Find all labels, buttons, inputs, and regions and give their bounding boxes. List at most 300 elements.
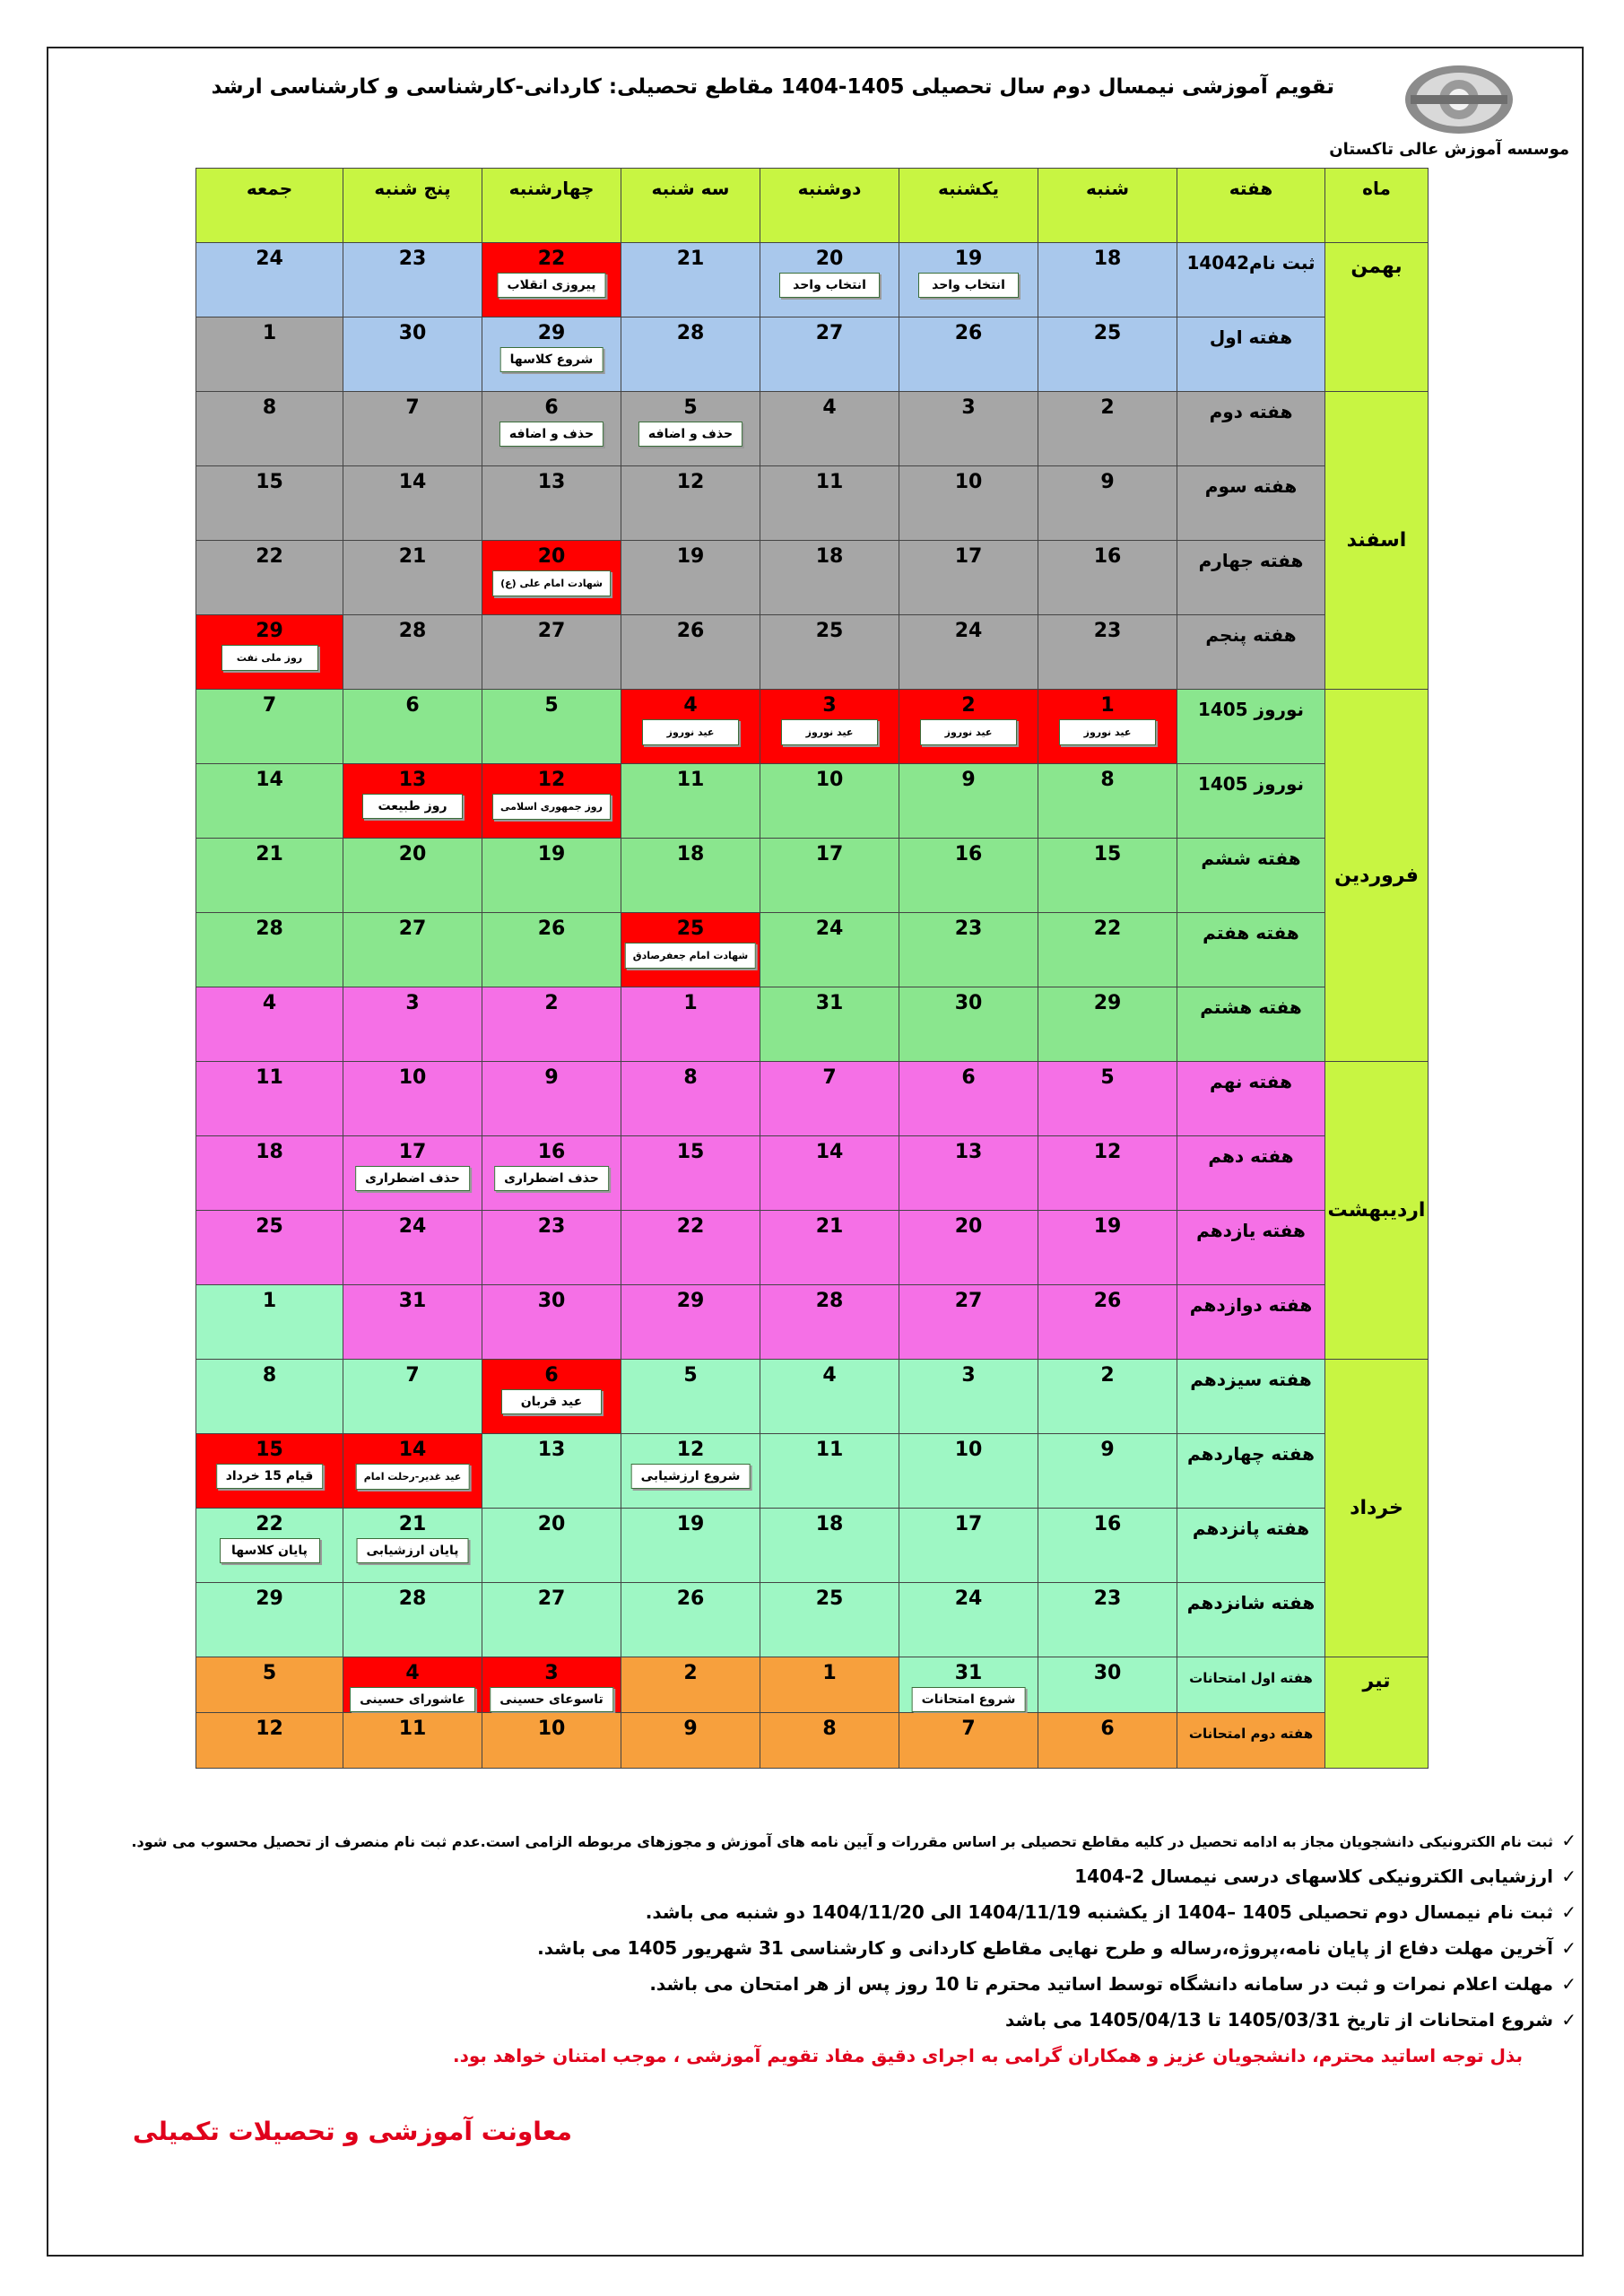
- day-number: 29: [200, 615, 339, 642]
- day-number: 7: [262, 694, 277, 717]
- day-number: 27: [537, 620, 566, 642]
- notes-section: [126, 1830, 1576, 2081]
- day-number: 24: [954, 620, 983, 642]
- week-row: [196, 1136, 1429, 1211]
- holiday-day-cell: [1038, 690, 1177, 764]
- day-cell: [482, 1136, 621, 1211]
- day-number: 22: [256, 1513, 283, 1535]
- note-text: ارزشیابی الکترونیکی کلاسهای درسی نیمسال 2-1404: [1074, 1866, 1553, 1887]
- day-number: 10: [398, 1066, 427, 1089]
- week-row: [196, 243, 1429, 317]
- day-cell: [196, 987, 343, 1062]
- event-label: روز ملی نفت: [221, 645, 318, 671]
- holiday-day-cell: [760, 690, 899, 764]
- day-number: 8: [262, 396, 277, 419]
- day-number: 21: [398, 1513, 427, 1535]
- day-cell: [343, 913, 482, 987]
- day-cell: [760, 615, 899, 690]
- day-number: 10: [537, 1718, 566, 1740]
- day-cell: [621, 1583, 760, 1657]
- day-cell: [343, 1360, 482, 1434]
- week-label: هفته پنجم: [1205, 624, 1297, 646]
- event-label: پایان ارزشیابی: [357, 1538, 469, 1563]
- day-cell: [196, 1360, 343, 1434]
- day-number: 29: [1093, 992, 1122, 1014]
- check-icon: ✓: [1561, 1830, 1576, 1851]
- day-cell: [760, 1509, 899, 1583]
- day-number: 1: [822, 1662, 837, 1684]
- day-number: 13: [537, 1439, 566, 1461]
- day-number: 14: [398, 471, 427, 493]
- day-cell: [196, 392, 343, 466]
- week-row: [196, 1509, 1429, 1583]
- day-cell: [1038, 1713, 1177, 1769]
- week-label: هفته یازدهم: [1196, 1220, 1306, 1241]
- day-cell: [621, 1285, 760, 1360]
- week-row: [196, 1360, 1429, 1434]
- holiday-day-cell: [343, 764, 482, 839]
- week-label: هفته نهم: [1210, 1071, 1292, 1092]
- note-item: [126, 2009, 1576, 2031]
- week-row: [196, 392, 1429, 466]
- week-row: [196, 690, 1429, 764]
- day-number: 15: [1093, 843, 1122, 865]
- week-label: هفته سیزدهم: [1190, 1369, 1312, 1390]
- day-cell: [482, 1583, 621, 1657]
- day-cell: [760, 1360, 899, 1434]
- day-number: 8: [683, 1066, 698, 1089]
- day-cell: [343, 317, 482, 392]
- week-label-cell: [1177, 615, 1325, 690]
- week-label: هفته هشتم: [1200, 996, 1302, 1018]
- week-row: [196, 839, 1429, 913]
- day-cell: [760, 243, 899, 317]
- day-number: 26: [676, 1587, 705, 1610]
- day-cell: [760, 466, 899, 541]
- column-header: سه شنبه: [621, 169, 760, 243]
- week-label: هفته جهارم: [1198, 550, 1304, 571]
- week-label-cell: [1177, 839, 1325, 913]
- day-number: 8: [822, 1718, 837, 1740]
- week-label-cell: [1177, 1434, 1325, 1509]
- day-cell: [899, 615, 1038, 690]
- week-row: [196, 1062, 1429, 1136]
- day-number: 19: [676, 545, 705, 568]
- day-number: 25: [625, 913, 756, 940]
- day-number: 10: [954, 1439, 983, 1461]
- day-cell: [482, 1713, 621, 1769]
- event-label: حذف و اضافه: [638, 422, 743, 447]
- day-number: 6: [961, 1066, 976, 1089]
- day-number: 29: [537, 322, 566, 344]
- day-cell: [196, 1211, 343, 1285]
- event-label: روز جمهوری اسلامی: [492, 794, 611, 820]
- day-number: 12: [256, 1718, 283, 1740]
- day-cell: [621, 1434, 760, 1509]
- week-label: نوروز 1405: [1197, 699, 1305, 720]
- day-number: 4: [625, 690, 756, 717]
- event-label: تاسوعای حسینی: [490, 1687, 613, 1712]
- day-number: 30: [1093, 1662, 1122, 1684]
- event-label: پیروزی انقلاب: [498, 273, 606, 298]
- day-cell: [899, 987, 1038, 1062]
- day-cell: [760, 1211, 899, 1285]
- day-cell: [196, 1285, 343, 1360]
- day-cell: [1038, 1211, 1177, 1285]
- day-number: 22: [1093, 918, 1122, 940]
- day-number: 15: [256, 471, 283, 493]
- day-number: 14: [256, 769, 283, 791]
- day-number: 11: [398, 1718, 427, 1740]
- week-label-cell: [1177, 987, 1325, 1062]
- day-number: 25: [815, 1587, 844, 1610]
- holiday-day-cell: [899, 690, 1038, 764]
- day-number: 11: [815, 1439, 844, 1461]
- day-cell: [621, 615, 760, 690]
- day-cell: [1038, 466, 1177, 541]
- day-cell: [760, 1713, 899, 1769]
- day-cell: [343, 690, 482, 764]
- holiday-day-cell: [482, 764, 621, 839]
- day-number: 5: [1100, 1066, 1115, 1089]
- check-icon: ✓: [1561, 1901, 1576, 1923]
- day-number: 30: [537, 1290, 566, 1312]
- note-text: ثبت نام الکترونیکی دانشجویان مجاز به ادامه تحصیل در کلیه مقاطع تحصیلی بر اساس مقررات و آیین نامه های آموزش و مجوزهای مربوطه الزامی است.عدم ثبت نام منصرف از تحصیل محسوب می شود.: [131, 1833, 1553, 1850]
- month-label: فروردین: [1325, 690, 1429, 1062]
- holiday-day-cell: [196, 615, 343, 690]
- day-number: 21: [398, 545, 427, 568]
- day-number: 7: [405, 1364, 420, 1387]
- day-number: 7: [961, 1718, 976, 1740]
- day-number: 7: [822, 1066, 837, 1089]
- day-cell: [1038, 317, 1177, 392]
- week-label: نوروز 1405: [1197, 773, 1305, 795]
- event-label: انتخاب واحد: [918, 273, 1019, 298]
- event-label: عید قربان: [501, 1389, 602, 1414]
- week-row: [196, 317, 1429, 392]
- event-label: حذف اضطراری: [355, 1166, 470, 1191]
- day-number: 13: [954, 1141, 983, 1163]
- day-cell: [899, 1434, 1038, 1509]
- event-label: عید نوروز: [781, 719, 878, 745]
- day-number: 17: [398, 1141, 427, 1163]
- day-number: 16: [537, 1141, 566, 1163]
- day-number: 14: [815, 1141, 844, 1163]
- day-cell: [1038, 1136, 1177, 1211]
- day-cell: [899, 1211, 1038, 1285]
- day-number: 24: [398, 1215, 427, 1238]
- day-cell: [899, 541, 1038, 615]
- day-cell: [343, 1509, 482, 1583]
- day-cell: [899, 839, 1038, 913]
- event-label: عید غدیر-رحلت امام: [356, 1464, 470, 1490]
- holiday-day-cell: [343, 1434, 482, 1509]
- day-number: 2: [683, 1662, 698, 1684]
- day-number: 10: [815, 769, 844, 791]
- day-cell: [1038, 541, 1177, 615]
- day-cell: [621, 839, 760, 913]
- day-cell: [343, 1583, 482, 1657]
- week-label-cell: [1177, 466, 1325, 541]
- day-cell: [482, 839, 621, 913]
- note-text: شروع امتحانات از تاریخ 1405/03/31 تا 1405/04/13 می باشد: [1005, 2009, 1553, 2031]
- day-number: 30: [954, 992, 983, 1014]
- day-number: 6: [1100, 1718, 1115, 1740]
- week-label-cell: [1177, 913, 1325, 987]
- week-label: هفته دوم امتحانات: [1188, 1726, 1314, 1742]
- day-number: 8: [262, 1364, 277, 1387]
- day-number: 17: [815, 843, 844, 865]
- day-cell: [621, 987, 760, 1062]
- day-cell: [1038, 1285, 1177, 1360]
- day-number: 2: [1100, 1364, 1115, 1387]
- day-cell: [899, 466, 1038, 541]
- day-cell: [899, 1713, 1038, 1769]
- day-cell: [482, 1434, 621, 1509]
- day-cell: [1038, 839, 1177, 913]
- event-label: عاشورای حسینی: [350, 1687, 475, 1712]
- day-number: 3: [961, 1364, 976, 1387]
- note-item: [126, 1830, 1576, 1851]
- day-number: 3: [764, 690, 895, 717]
- day-number: 16: [1093, 545, 1122, 568]
- day-cell: [621, 1062, 760, 1136]
- event-label: عید نوروز: [642, 719, 739, 745]
- day-number: 10: [954, 471, 983, 493]
- day-number: 7: [405, 396, 420, 419]
- event-label: حذف اضطراری: [494, 1166, 609, 1191]
- day-number: 26: [676, 620, 705, 642]
- day-number: 28: [256, 918, 283, 940]
- day-number: 16: [954, 843, 983, 865]
- week-label: هفته دوم: [1209, 401, 1293, 422]
- week-row: [196, 615, 1429, 690]
- week-row: [196, 1713, 1429, 1769]
- day-number: 6: [486, 1360, 617, 1387]
- day-cell: [343, 615, 482, 690]
- day-cell: [1038, 1657, 1177, 1713]
- day-number: 11: [676, 769, 705, 791]
- day-cell: [343, 541, 482, 615]
- day-number: 22: [256, 545, 283, 568]
- day-number: 26: [537, 918, 566, 940]
- day-number: 2: [903, 690, 1034, 717]
- day-number: 4: [822, 396, 837, 419]
- week-label: هفته هفتم: [1203, 922, 1299, 944]
- event-label: قیام 15 خرداد: [216, 1464, 324, 1489]
- day-number: 25: [256, 1215, 283, 1238]
- event-label: پایان کلاسها: [220, 1538, 320, 1563]
- day-number: 18: [815, 545, 844, 568]
- day-number: 20: [537, 1513, 566, 1535]
- day-cell: [760, 1657, 899, 1713]
- day-number: 29: [676, 1290, 705, 1312]
- day-cell: [899, 913, 1038, 987]
- day-number: 21: [815, 1215, 844, 1238]
- column-header: چهارشنبه: [482, 169, 621, 243]
- day-cell: [196, 764, 343, 839]
- day-cell: [482, 1211, 621, 1285]
- day-number: 25: [1093, 322, 1122, 344]
- day-cell: [899, 1657, 1038, 1713]
- day-number: 9: [961, 769, 976, 791]
- day-cell: [196, 1657, 343, 1713]
- week-label-cell: [1177, 690, 1325, 764]
- day-cell: [621, 1509, 760, 1583]
- event-label: شهادت امام جعفرصادق: [625, 943, 756, 969]
- note-item: [126, 1973, 1576, 1995]
- note-text: ثبت نام نیمسال دوم تحصیلی 1405 –1404 از یکشنبه 1404/11/19 الی 1404/11/20 دو شنبه می باشد.: [645, 1901, 1553, 1923]
- note-text: مهلت اعلام نمرات و ثبت در سامانه دانشگاه توسط اساتید محترم تا 10 روز پس از هر امتحان می باشد.: [649, 1973, 1553, 1995]
- event-label: شروع امتحانات: [912, 1687, 1026, 1712]
- day-number: 19: [537, 843, 566, 865]
- month-label: تیر: [1325, 1657, 1429, 1769]
- day-cell: [760, 1583, 899, 1657]
- day-number: 1: [262, 322, 277, 344]
- day-number: 21: [256, 843, 283, 865]
- day-cell: [196, 839, 343, 913]
- day-cell: [621, 1136, 760, 1211]
- day-cell: [196, 1713, 343, 1769]
- day-number: 16: [1093, 1513, 1122, 1535]
- day-number: 4: [262, 992, 277, 1014]
- day-number: 29: [256, 1587, 283, 1610]
- day-number: 28: [815, 1290, 844, 1312]
- week-label-cell: [1177, 1211, 1325, 1285]
- day-number: 9: [1100, 1439, 1115, 1461]
- day-cell: [343, 1285, 482, 1360]
- day-number: 19: [1093, 1215, 1122, 1238]
- event-label: شروع ارزشیابی: [631, 1464, 751, 1489]
- day-cell: [482, 1062, 621, 1136]
- day-number: 18: [1093, 248, 1122, 270]
- day-cell: [621, 466, 760, 541]
- day-cell: [760, 541, 899, 615]
- day-cell: [482, 466, 621, 541]
- day-number: 13: [537, 471, 566, 493]
- day-number: 31: [398, 1290, 427, 1312]
- day-cell: [1038, 392, 1177, 466]
- day-cell: [482, 1509, 621, 1583]
- week-label-cell: [1177, 541, 1325, 615]
- column-header: شنبه: [1038, 169, 1177, 243]
- day-number: 23: [398, 248, 427, 270]
- week-label-cell: [1177, 1713, 1325, 1769]
- month-label: اسفند: [1325, 392, 1429, 690]
- day-number: 5: [683, 1364, 698, 1387]
- day-cell: [1038, 1583, 1177, 1657]
- day-cell: [760, 1434, 899, 1509]
- event-label: انتخاب واحد: [779, 273, 880, 298]
- day-number: 12: [676, 471, 705, 493]
- academic-calendar-table: [195, 168, 1429, 1769]
- day-cell: [899, 1583, 1038, 1657]
- day-number: 19: [954, 248, 983, 270]
- day-cell: [343, 392, 482, 466]
- column-header: ماه: [1325, 169, 1429, 243]
- week-row: [196, 541, 1429, 615]
- holiday-day-cell: [196, 1434, 343, 1509]
- day-number: 20: [398, 843, 427, 865]
- day-number: 17: [954, 1513, 983, 1535]
- event-label: عید نوروز: [1059, 719, 1156, 745]
- day-cell: [196, 466, 343, 541]
- day-number: 3: [961, 396, 976, 419]
- day-cell: [760, 913, 899, 987]
- day-number: 18: [676, 843, 705, 865]
- event-label: روز طبیعت: [362, 794, 463, 819]
- event-label: حذف و اضافه: [499, 422, 604, 447]
- week-label: هفته دهم: [1208, 1145, 1294, 1167]
- day-cell: [760, 987, 899, 1062]
- holiday-day-cell: [482, 1657, 621, 1713]
- month-label: بهمن: [1325, 243, 1429, 392]
- day-number: 3: [405, 992, 420, 1014]
- day-cell: [1038, 1360, 1177, 1434]
- day-cell: [1038, 1509, 1177, 1583]
- day-number: 6: [405, 694, 420, 717]
- day-number: 17: [954, 545, 983, 568]
- day-cell: [899, 1136, 1038, 1211]
- holiday-day-cell: [482, 541, 621, 615]
- day-number: 23: [1093, 620, 1122, 642]
- day-number: 24: [954, 1587, 983, 1610]
- day-cell: [1038, 764, 1177, 839]
- day-number: 5: [262, 1662, 277, 1684]
- week-row: [196, 1657, 1429, 1713]
- column-header: دوشنبه: [760, 169, 899, 243]
- week-label-cell: [1177, 1285, 1325, 1360]
- day-cell: [196, 690, 343, 764]
- week-label: ثبت نام14042: [1186, 252, 1316, 274]
- day-cell: [482, 987, 621, 1062]
- institute-name: موسسه آموزش عالی تاکستان: [1329, 140, 1569, 159]
- day-cell: [621, 317, 760, 392]
- day-cell: [196, 1062, 343, 1136]
- week-label-cell: [1177, 1062, 1325, 1136]
- day-number: 18: [815, 1513, 844, 1535]
- day-number: 15: [200, 1434, 339, 1461]
- week-label-cell: [1177, 1360, 1325, 1434]
- day-number: 22: [676, 1215, 705, 1238]
- day-number: 5: [544, 694, 559, 717]
- signature: معاونت آموزشی و تحصیلات تکمیلی: [133, 2117, 572, 2146]
- day-number: 23: [954, 918, 983, 940]
- day-cell: [760, 764, 899, 839]
- week-label-cell: [1177, 764, 1325, 839]
- week-label: هفته پانزدهم: [1192, 1518, 1310, 1539]
- day-cell: [899, 1509, 1038, 1583]
- week-row: [196, 913, 1429, 987]
- column-header: پنج شنبه: [343, 169, 482, 243]
- day-cell: [899, 392, 1038, 466]
- month-label: خرداد: [1325, 1360, 1429, 1657]
- day-cell: [621, 1211, 760, 1285]
- check-icon: ✓: [1561, 1937, 1576, 1959]
- day-cell: [621, 541, 760, 615]
- day-number: 8: [1100, 769, 1115, 791]
- day-number: 9: [683, 1718, 698, 1740]
- day-number: 20: [815, 248, 844, 270]
- day-cell: [1038, 243, 1177, 317]
- day-number: 25: [815, 620, 844, 642]
- column-header: یکشنبه: [899, 169, 1038, 243]
- week-label: هفته اول امتحانات: [1189, 1670, 1313, 1686]
- day-number: 15: [676, 1141, 705, 1163]
- week-label-cell: [1177, 1583, 1325, 1657]
- day-number: 24: [256, 248, 283, 270]
- day-cell: [1038, 615, 1177, 690]
